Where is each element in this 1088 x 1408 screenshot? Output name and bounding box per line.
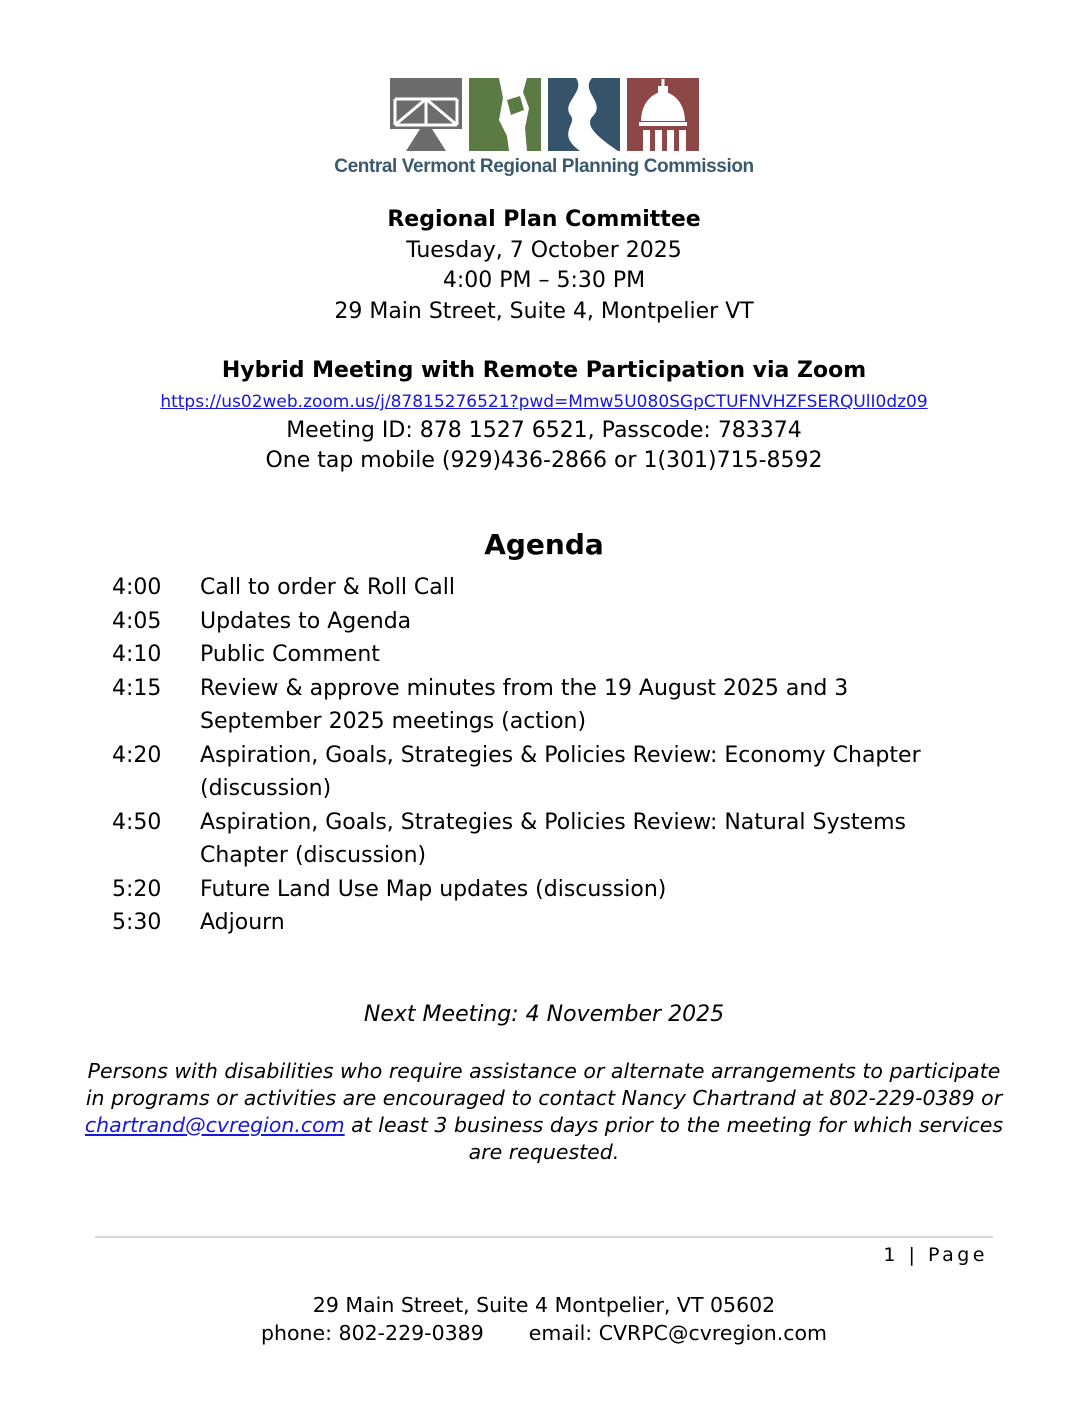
capitol-dome-icon bbox=[627, 78, 699, 151]
agenda-item bbox=[112, 739, 1088, 806]
footer-email: email: CVRPC@cvregion.com bbox=[528, 1321, 828, 1345]
road-icon bbox=[548, 78, 620, 151]
footer-phone: phone: 802-229-0389 bbox=[260, 1321, 484, 1345]
zoom-link-line bbox=[0, 386, 1088, 416]
footer-divider bbox=[95, 1236, 993, 1238]
meeting-time: 4:00 PM – 5:30 PM bbox=[442, 268, 646, 293]
agenda-item-text: Adjourn bbox=[200, 910, 285, 935]
notice-text-before: Persons with disabilities who require assistance or alternate arrangements to participate in programs or activities are encouraged to contact Nancy Chartrand at 802-229-0389 or bbox=[85, 1058, 1003, 1110]
footer bbox=[0, 1291, 1088, 1347]
agenda-item-time: 4:20 bbox=[112, 742, 162, 768]
hybrid-meeting-heading: Hybrid Meeting with Remote Participation via Zoom bbox=[221, 358, 867, 383]
logo-caption: Central Vermont Regional Planning Commission bbox=[334, 156, 754, 177]
agenda-item-time: 5:30 bbox=[112, 910, 162, 935]
next-meeting-note: Next Meeting: 4 November 2025 bbox=[363, 1001, 725, 1027]
meeting-id-line: Meeting ID: 878 1527 6521, Passcode: 783374 bbox=[286, 418, 802, 443]
agenda-item-text: Future Land Use Map updates (discussion) bbox=[200, 876, 667, 902]
agenda-item-time: 4:15 bbox=[112, 675, 162, 701]
cvrpc-logo bbox=[0, 0, 1088, 178]
agenda-item-time: 4:05 bbox=[112, 608, 162, 634]
agenda-item-text: Call to order & Roll Call bbox=[200, 575, 455, 600]
notice-text-after: at least 3 business days prior to the meeting for which services are requested. bbox=[344, 1112, 1004, 1164]
page-number: 1 | Page bbox=[883, 1244, 988, 1266]
meeting-header bbox=[0, 205, 1088, 327]
agenda-item bbox=[112, 672, 1088, 739]
agenda-item-text: Updates to Agenda bbox=[200, 608, 412, 634]
committee-title: Regional Plan Committee bbox=[387, 207, 701, 232]
agenda-item-text: Public Comment bbox=[200, 642, 380, 667]
accessibility-notice bbox=[84, 1058, 1004, 1166]
logo-tiles bbox=[0, 78, 1088, 151]
agenda-list bbox=[112, 571, 1088, 940]
agenda-item-time: 4:00 bbox=[112, 575, 162, 600]
agenda-item-text: Aspiration, Goals, Strategies & Policies Review: Economy Chapter (discussion) bbox=[200, 742, 921, 801]
vermont-map-icon bbox=[469, 78, 541, 151]
agenda-item-text: Aspiration, Goals, Strategies & Policies Review: Natural Systems Chapter (discussion) bbox=[200, 809, 906, 868]
agenda-item bbox=[112, 638, 1088, 672]
bridge-icon bbox=[390, 78, 462, 151]
meeting-location: 29 Main Street, Suite 4, Montpelier VT bbox=[334, 298, 754, 324]
agenda-item bbox=[112, 806, 1088, 873]
agenda-item-time: 4:10 bbox=[112, 642, 162, 667]
one-tap-line: One tap mobile (929)436-2866 or 1(301)715-8592 bbox=[265, 448, 823, 473]
zoom-meeting-link[interactable]: https://us02web.zoom.us/j/87815276521?pwd=Mmw5U080SGpCTUFNVHZFSERQUlI0dz09 bbox=[160, 392, 928, 412]
agenda-item bbox=[112, 873, 1088, 907]
agenda-item bbox=[112, 571, 1088, 605]
agenda-title: Agenda bbox=[484, 528, 604, 561]
zoom-info-block bbox=[0, 356, 1088, 476]
agenda-item-time: 4:50 bbox=[112, 809, 162, 835]
meeting-date: Tuesday, 7 October 2025 bbox=[406, 237, 682, 263]
contact-email-link[interactable]: chartrand@cvregion.com bbox=[84, 1112, 345, 1137]
footer-contact-line bbox=[0, 1319, 1088, 1347]
agenda-item-text: Review & approve minutes from the 19 August 2025 and 3 September 2025 meetings (action) bbox=[200, 675, 849, 734]
agenda-item bbox=[112, 906, 1088, 940]
footer-address-line: 29 Main Street, Suite 4 Montpelier, VT 05602 bbox=[312, 1293, 776, 1317]
agenda-item-time: 5:20 bbox=[112, 876, 162, 902]
agenda-item bbox=[112, 605, 1088, 639]
